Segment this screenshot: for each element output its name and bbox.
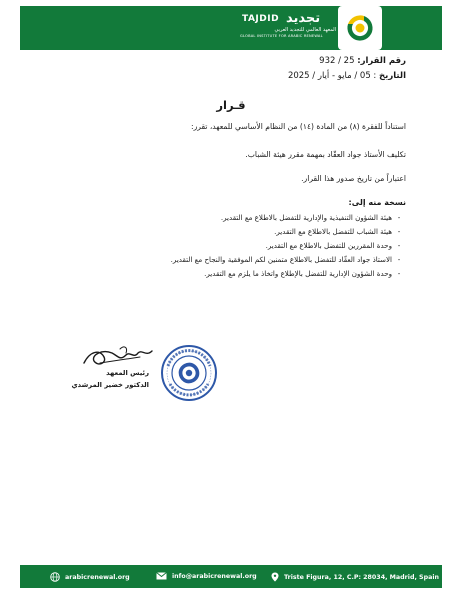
decision-date-label: التاريخ [379,71,406,81]
document-title: قـرار [216,98,246,112]
list-item: -هيئة الشؤون التنفيذية والإدارية للتفضل بالاطلاع مع التقدير. [220,213,401,222]
envelope-icon [156,572,167,580]
copy-recipient: وحدة المقررين للتفضل بالاطلاع مع التقدير. [265,241,392,250]
list-item: -هيئة الشباب للتفضل بالاطلاع مع التقدير. [274,227,401,236]
website-text: arabicrenewal.org [65,574,130,581]
signatory-name: الدكتور خضير المرشدي [71,381,149,389]
list-item: -الاستاذ جواد العقّاد للتفضل بالاطلاع متمنين لكم الموفقية والنجاح مع التقدير. [170,255,401,264]
copies-list [171,211,406,281]
decision-date [288,71,406,81]
decision-date-value: : 05 / مايو - أيار / 2025 [287,71,377,81]
copy-recipient: هيئة الشباب للتفضل بالاطلاع مع التقدير. [274,227,392,236]
brand-arabic-name: تجديد [286,11,321,26]
preamble-paragraph: استناداً للفقرة (٨) من المادة (١٤) من النظام الأساسي للمعهد، تقرر: [191,122,406,131]
decision-body-paragraph: تكليف الأستاذ جواد العقّاد بمهمة مقرر هيئة الشباب. [245,150,406,159]
official-stamp-icon [160,344,218,402]
brand-latin-name: TAJDID [242,14,280,24]
brand-subtitle-latin: GLOBAL INSTITUTE FOR ARABIC RENEWAL [240,34,323,38]
address-text: Triste Figura, 12, C.P: 28034, Madrid, Spain [284,574,439,581]
location-pin-icon [271,572,279,582]
decision-number-value: 932 / 25 [319,56,355,66]
footer-email[interactable] [156,572,257,580]
list-item: -وحدة المقررين للتفضل بالاطلاع مع التقدير. [265,241,401,250]
footer-website[interactable] [50,572,130,582]
decision-number [319,56,406,66]
list-item: -وحدة الشؤون الإدارية للتفضل بالإطلاع واتخاذ ما يلزم مع التقدير. [204,269,401,278]
signatory-title: رئيس المعهد [106,369,149,377]
footer-address [271,572,439,582]
effective-date-paragraph: اعتباراً من تاريخ صدور هذا القرار. [301,174,406,183]
copy-recipient: الاستاذ جواد العقّاد للتفضل بالاطلاع متمنين لكم الموفقية والنجاح مع التقدير. [170,255,392,264]
email-text: info@arabicrenewal.org [172,573,257,580]
decision-number-label: رقم القرار: [357,56,406,66]
copies-heading: نسخة منه إلى: [348,198,406,207]
copy-recipient: هيئة الشؤون التنفيذية والإدارية للتفضل بالاطلاع مع التقدير. [220,213,392,222]
brand-subtitle: المعهد العالمي للتجديد العربي [274,27,336,33]
footer-bar [20,565,442,588]
logo-icon [338,6,382,50]
globe-icon [50,572,60,582]
brand-block [240,11,340,46]
copy-recipient: وحدة الشؤون الإدارية للتفضل بالإطلاع واتخاذ ما يلزم مع التقدير. [204,269,392,278]
